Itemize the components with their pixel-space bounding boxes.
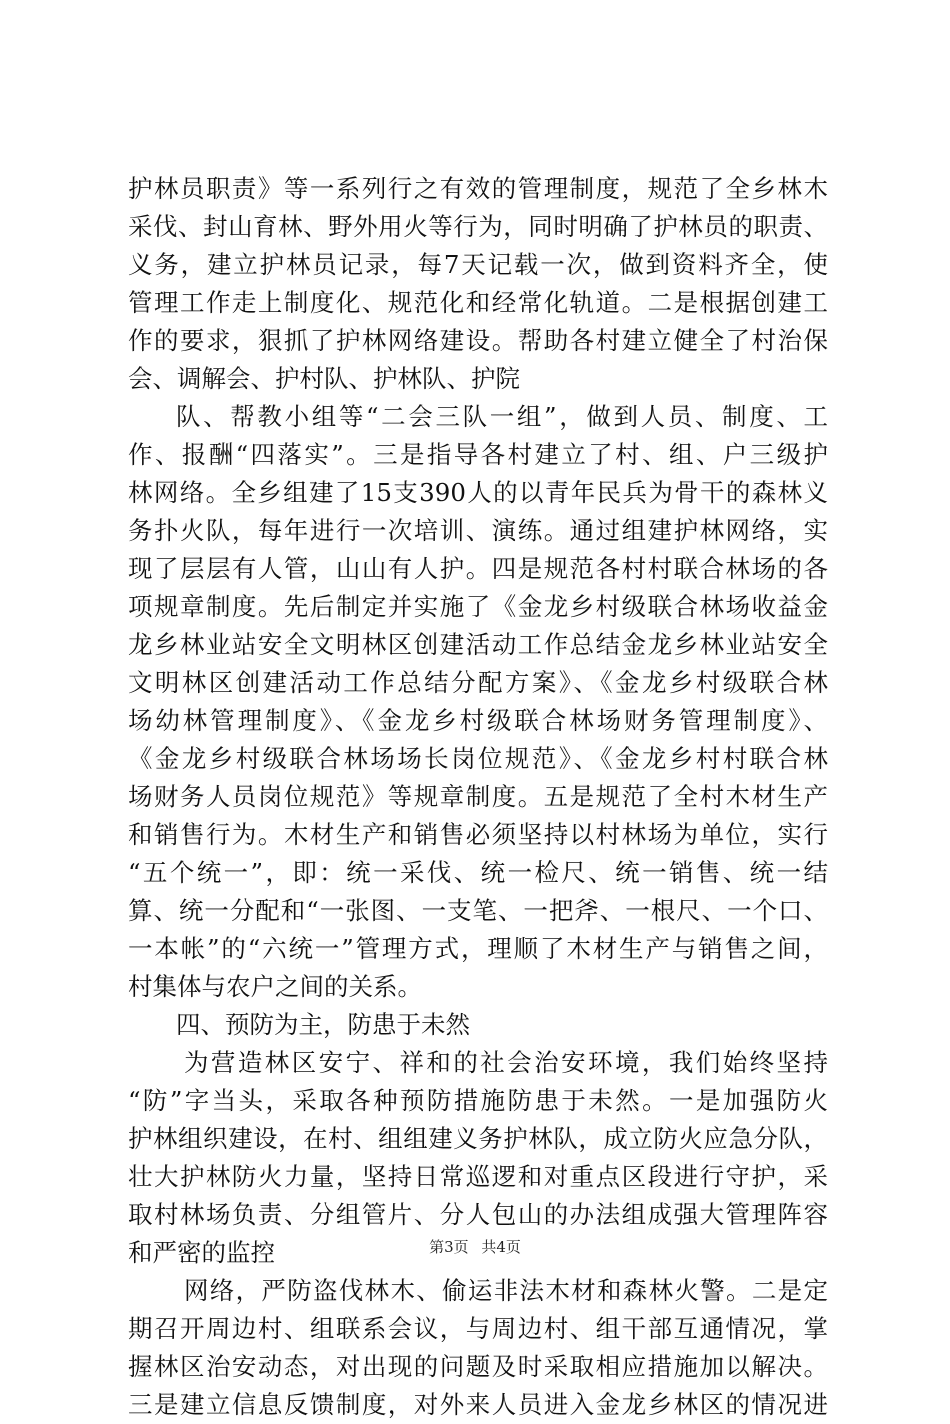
text-line: 取村林场负责、分组管片、分人包山的办法组成强大管理阵容	[128, 1200, 828, 1229]
text-line: 壮大护林防火力量，坚持日常巡逻和对重点区段进行守护，采	[128, 1162, 828, 1191]
text-line: “五个统一”，即：统一采伐、统一检尺、统一销售、统一结	[128, 858, 828, 887]
text-line: 林网络。全乡组建了15支390人的以青年民兵为骨干的森林义	[128, 478, 828, 507]
text-line: 作、报酬“四落实”。三是指导各村建立了村、组、户三级护	[128, 440, 828, 469]
text-line: 采伐、封山育林、野外用火等行为，同时明确了护林员的职责、	[128, 212, 828, 241]
text-line: 网络，严防盗伐林木、偷运非法木材和森林火警。二是定	[184, 1276, 828, 1305]
page-number: 第3页	[429, 1238, 469, 1256]
text-line: 会、调解会、护村队、护林队、护院	[128, 364, 520, 393]
text-line: 护林组织建设，在村、组组建义务护林队，成立防火应急分队，	[128, 1124, 828, 1153]
text-line: 文明林区创建活动工作总结分配方案》、《金龙乡村级联合林	[128, 668, 828, 697]
text-line: 队、帮教小组等“二会三队一组”，做到人员、制度、工	[176, 402, 828, 431]
text-line: 和销售行为。木材生产和销售必须坚持以村林场为单位，实行	[128, 820, 828, 849]
page-footer	[0, 1236, 950, 1257]
page-total: 共4页	[481, 1238, 521, 1256]
text-line: 管理工作走上制度化、规范化和经常化轨道。二是根据创建工	[128, 288, 828, 317]
text-line: 义务，建立护林员记录，每7天记载一次，做到资料齐全，使	[128, 250, 828, 279]
text-line: 务扑火队，每年进行一次培训、演练。通过组建护林网络，实	[128, 516, 828, 545]
text-line: “防”字当头，采取各种预防措施防患于未然。一是加强防火	[128, 1086, 828, 1115]
text-line: 和严密的监控	[128, 1238, 275, 1267]
text-line: 作的要求，狠抓了护林网络建设。帮助各村建立健全了村治保	[128, 326, 828, 355]
text-line: 三是建立信息反馈制度，对外来人员进入金龙乡林区的情况进	[128, 1390, 828, 1419]
text-line: 村集体与农户之间的关系。	[128, 972, 422, 1001]
text-line: 四、预防为主，防患于未然	[176, 1010, 470, 1039]
text-line: 护林员职责》等一系列行之有效的管理制度，规范了全乡林木	[128, 174, 828, 203]
text-line: 期召开周边村、组联系会议，与周边村、组干部互通情况，掌	[128, 1314, 828, 1343]
text-line: 场幼林管理制度》、《金龙乡村级联合林场财务管理制度》、	[128, 706, 828, 735]
text-line: 《金龙乡村级联合林场场长岗位规范》、《金龙乡村村联合林	[128, 744, 828, 773]
text-line: 项规章制度。先后制定并实施了《金龙乡村级联合林场收益金	[128, 592, 828, 621]
text-line: 握林区治安动态，对出现的问题及时采取相应措施加以解决。	[128, 1352, 828, 1381]
text-line: 龙乡林业站安全文明林区创建活动工作总结金龙乡林业站安全	[128, 630, 828, 659]
text-line: 为营造林区安宁、祥和的社会治安环境，我们始终坚持	[184, 1048, 828, 1077]
text-line: 一本帐”的“六统一”管理方式，理顺了木材生产与销售之间，	[128, 934, 828, 963]
text-line: 场财务人员岗位规范》等规章制度。五是规范了全村木材生产	[128, 782, 828, 811]
text-line: 现了层层有人管，山山有人护。四是规范各村村联合林场的各	[128, 554, 828, 583]
text-line: 算、统一分配和“一张图、一支笔、一把斧、一根尺、一个口、	[128, 896, 828, 925]
